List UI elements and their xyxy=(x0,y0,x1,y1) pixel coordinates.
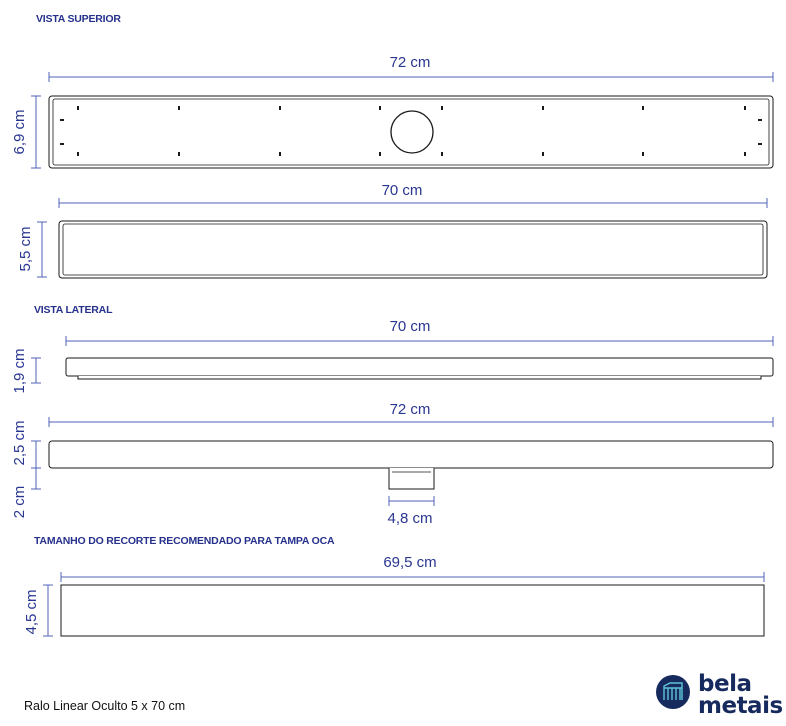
dimension-cutout-width xyxy=(61,554,764,582)
dimension-label-side-grate-height: 1,9 cm xyxy=(11,348,28,394)
outlet-circle xyxy=(391,111,433,153)
dimension-label-top-grate-width: 70 cm xyxy=(381,182,423,199)
side-view-body xyxy=(49,441,773,489)
dimension-side-grate-height xyxy=(11,348,41,393)
dimension-side-body-height xyxy=(11,420,41,468)
dimension-label-top-frame-height: 6,9 cm xyxy=(11,109,28,155)
dimension-top-frame-height xyxy=(11,96,41,168)
section-title-side-view: VISTA LATERAL xyxy=(34,304,113,316)
product-caption: Ralo Linear Oculto 5 x 70 cm xyxy=(24,699,186,713)
side-view-grate xyxy=(66,358,773,379)
brand-name-line1: bela xyxy=(698,671,752,697)
dimension-side-body-width xyxy=(49,401,773,427)
dimension-label-top-frame-width: 72 cm xyxy=(389,54,431,71)
dimension-label-side-grate-width: 70 cm xyxy=(389,318,431,335)
top-view-frame xyxy=(49,96,773,168)
cutout-rectangle xyxy=(61,585,764,636)
section-title-top-view: VISTA SUPERIOR xyxy=(36,13,121,25)
dimension-top-frame-width xyxy=(49,54,773,82)
section-title-cutout: TAMANHO DO RECORTE RECOMENDADO PARA TAMPA OCA xyxy=(34,535,335,547)
dimension-outlet-width xyxy=(387,496,434,527)
dimension-label-outlet-width: 4,8 cm xyxy=(387,510,433,527)
dimension-label-outlet-height: 2 cm xyxy=(11,485,28,519)
dimension-label-cutout-height: 4,5 cm xyxy=(23,589,40,635)
logo-circle-icon xyxy=(656,675,690,709)
dimension-label-top-grate-height: 5,5 cm xyxy=(17,226,34,272)
dimension-outlet-height xyxy=(11,468,41,518)
top-view-grate xyxy=(59,221,767,278)
dimension-top-grate-height xyxy=(17,222,47,277)
dimension-side-grate-width xyxy=(66,318,773,346)
dimension-label-side-body-height: 2,5 cm xyxy=(11,420,28,466)
brand-logo xyxy=(656,671,783,719)
dimension-label-side-body-width: 72 cm xyxy=(389,401,431,418)
dimension-label-cutout-width: 69,5 cm xyxy=(383,554,437,571)
brand-name-line2: metais xyxy=(698,693,783,719)
dimension-top-grate-width xyxy=(59,182,767,208)
dimension-cutout-height xyxy=(23,585,53,636)
